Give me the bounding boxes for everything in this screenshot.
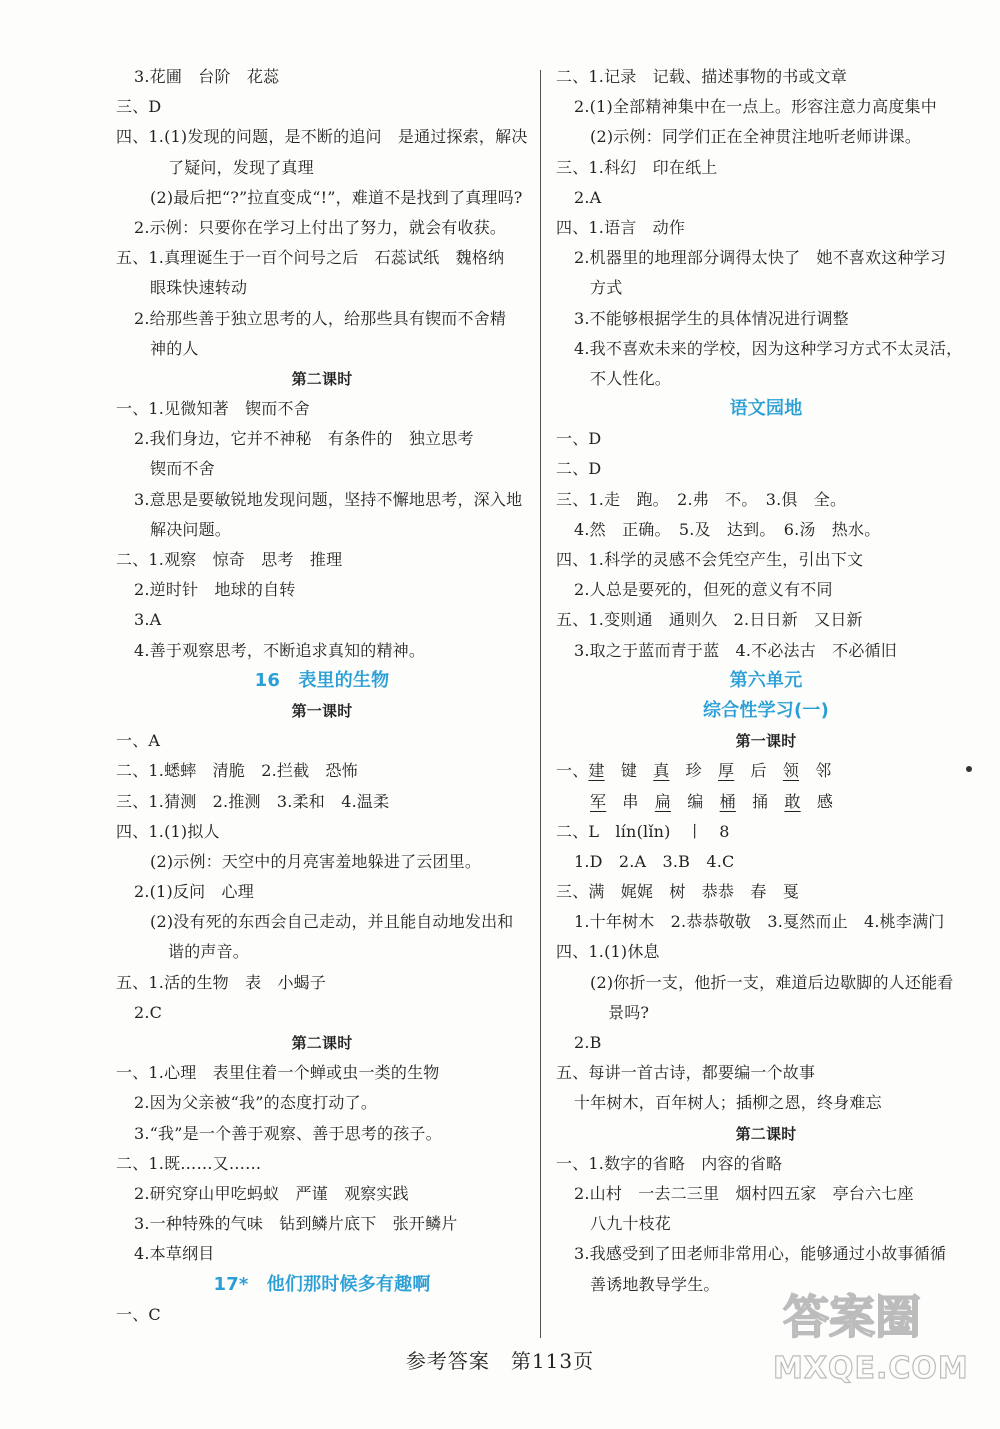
answer-line: 二、1.蟋蟀 清脆 2.拦截 恐怖 [116,761,358,781]
answer-line: (2)最后把“?”拉直变成“!”，难道不是找到了真理吗? [150,187,523,207]
answer-line: 一、1.数字的省略 内容的省略 [556,1153,783,1173]
answer-line: 二、1.既……又…… [116,1153,262,1173]
answer-line: 五、1.活的生物 表 小蝎子 [116,972,327,992]
answer-line: 了疑问，发现了真理 [168,157,314,177]
answer-line: 3.花圃 台阶 花蕊 [134,67,280,86]
answer-line: 四、1.语言 动作 [556,217,686,237]
answer-line: 三、D [116,97,162,117]
answer-line: 二、D [556,459,602,479]
answer-line: 三、满 娓娓 树 恭恭 春 戛 [556,882,800,902]
answer-line: 五、每讲一首古诗，都要编一个故事 [556,1063,816,1083]
answer-line: 四、1.(1)拟人 [116,821,220,841]
answer-line: 2.山村 一去二三里 烟村四五家 亭台六七座 [574,1183,914,1203]
answer-line: 2.(1)反问 心理 [134,882,254,902]
answer-line: (2)你折一支，他折一支，难道后边歇脚的人还能看 [590,972,954,992]
watermark-title: 答案圈 [783,1290,921,1344]
answer-line: 4.善于观察思考，不断追求真知的精神。 [134,640,426,660]
answer-line: 五、1.真理诞生于一百个问号之后 石蕊试纸 魏格纳 [116,248,505,268]
answer-line: (2)没有死的东西会自己走动，并且能自动地发出和 [150,912,514,932]
answer-line: 3.一种特殊的气味 钻到鳞片底下 张开鳞片 [134,1214,458,1234]
right-answer-column [556,62,976,1300]
answer-line: 1.十年树木 2.恭恭敬敬 3.戛然而止 4.桃李满门 [574,912,945,932]
answer-line: 3.取之于蓝而青于蓝 4.不必法古 不必循旧 [574,640,897,660]
answer-line: 3.不能够根据学生的具体情况进行调整 [574,308,849,328]
answer-line: 谐的声音。 [168,942,250,962]
answer-line: 2.我们身边，它并不神秘 有条件的 独立思考 [134,429,474,449]
answer-line: 二、L lín(lǐn) 丨 8 [556,821,730,841]
answer-line: 2.研究穿山甲吃蚂蚁 严谨 观察实践 [134,1183,409,1203]
watermark-logo [773,1281,978,1401]
answer-line: (2)示例：天空中的月亮害羞地躲进了云团里。 [150,851,482,871]
page-footer: 参考答案 第113页 [405,1349,595,1373]
answer-line: 神的人 [150,338,199,358]
answer-line: 二、1.记录 记载、描述事物的书或文章 [556,67,848,86]
answer-line: 3.A [134,610,162,630]
answer-line: 一、1.心理 表里住着一个蝉或虫一类的生物 [116,1063,440,1083]
section-heading: 16 表里的生物 [254,669,390,691]
answer-line: 3.“我”是一个善于观察、善于思考的孩子。 [134,1123,442,1143]
answer-line: 军 串 扁 编 桶 捅 敢 感 [590,791,834,811]
column-divider [540,70,541,1338]
answer-line: (2)示例：同学们正在全神贯注地听老师讲课。 [590,127,922,147]
watermark-url: MXQE.COM [773,1351,969,1386]
answer-line: 三、1.科幻 印在纸上 [556,157,718,177]
answer-line: 2.人总是要死的，但死的意义有不同 [574,580,833,600]
answer-line: 3.我感受到了田老师非常用心，能够通过小故事循循 [574,1244,947,1264]
lesson-subheading: 第二课时 [291,1034,353,1052]
answer-line: 四、1.(1)休息 [556,942,660,962]
answer-line: 眼珠快速转动 [150,278,248,298]
answer-line: 五、1.变则通 通则久 2.日日新 又日新 [556,610,863,630]
answer-line: 一、1.见微知著 锲而不舍 [116,399,310,419]
answer-line: 3.意思是要敏锐地发现问题，坚持不懈地思考，深入地 [134,489,523,509]
answer-line: 4.我不喜欢未来的学校，因为这种学习方式不太灵活， [574,338,963,358]
answer-line: 4.本草纲目 [134,1244,215,1264]
answer-line: 四、1.(1)发现的问题，是不断的追问 是通过探索，解决 [116,127,528,147]
answer-line: 锲而不舍 [150,459,215,479]
answer-line: 一、A [116,731,161,751]
lesson-subheading: 第一课时 [291,701,353,720]
lesson-subheading: 第二课时 [735,1124,797,1143]
answer-line: 2.给那些善于独立思考的人，给那些具有锲而不舍精 [134,308,507,328]
answer-line: 一、C [116,1304,161,1324]
answer-line: 2.B [574,1033,602,1052]
lesson-subheading: 第二课时 [291,369,353,388]
answer-line: 2.(1)全部精神集中在一点上。形容注意力高度集中 [574,97,937,117]
answer-line: 一、建 键 真 珍 厚 后 领 邻 [556,761,832,781]
answer-line: 2.逆时针 地球的自转 [134,580,296,600]
answer-line: 三、1.走 跑。 2.弗 不。 3.俱 全。 [556,489,847,509]
answer-line: 解决问题。 [150,519,232,539]
answer-line: 2.因为父亲被“我”的态度打动了。 [134,1093,378,1113]
answer-line: 4.然 正确。 5.及 达到。 6.汤 热水。 [574,519,881,539]
answer-line: 景吗? [608,1002,650,1022]
answer-line: 2.C [134,1002,163,1022]
answer-line: 一、D [556,429,602,449]
answer-line: 三、1.猜测 2.推测 3.柔和 4.温柔 [116,791,390,811]
lesson-subheading: 第一课时 [735,732,797,751]
answer-line: 十年树木，百年树人；插柳之恩，终身难忘 [574,1093,882,1113]
section-heading: 语文园地 [729,398,803,420]
answer-line: 八九十枝花 [590,1214,672,1234]
answer-line: 方式 [590,278,623,298]
answer-line: 2.A [574,187,602,207]
left-answer-column [116,62,528,1330]
section-heading: 第六单元 [729,669,803,691]
section-heading: 17* 他们那时候多有趣啊 [213,1273,431,1295]
answer-line: 四、1.科学的灵感不会凭空产生，引出下文 [556,550,864,569]
answer-line: 二、1.观察 惊奇 思考 推理 [116,550,343,569]
answer-line: 2.机器里的地理部分调得太快了 她不喜欢这种学习 [574,248,947,268]
answer-line: 1.D 2.A 3.B 4.C [574,851,735,871]
margin-dot [966,766,972,772]
answer-line: 不人性化。 [590,368,672,388]
answer-line: 2.示例：只要你在学习上付出了努力，就会有收获。 [134,217,507,237]
answer-line: 善诱地教导学生。 [590,1274,720,1294]
section-heading: 综合性学习(一) [702,699,830,721]
